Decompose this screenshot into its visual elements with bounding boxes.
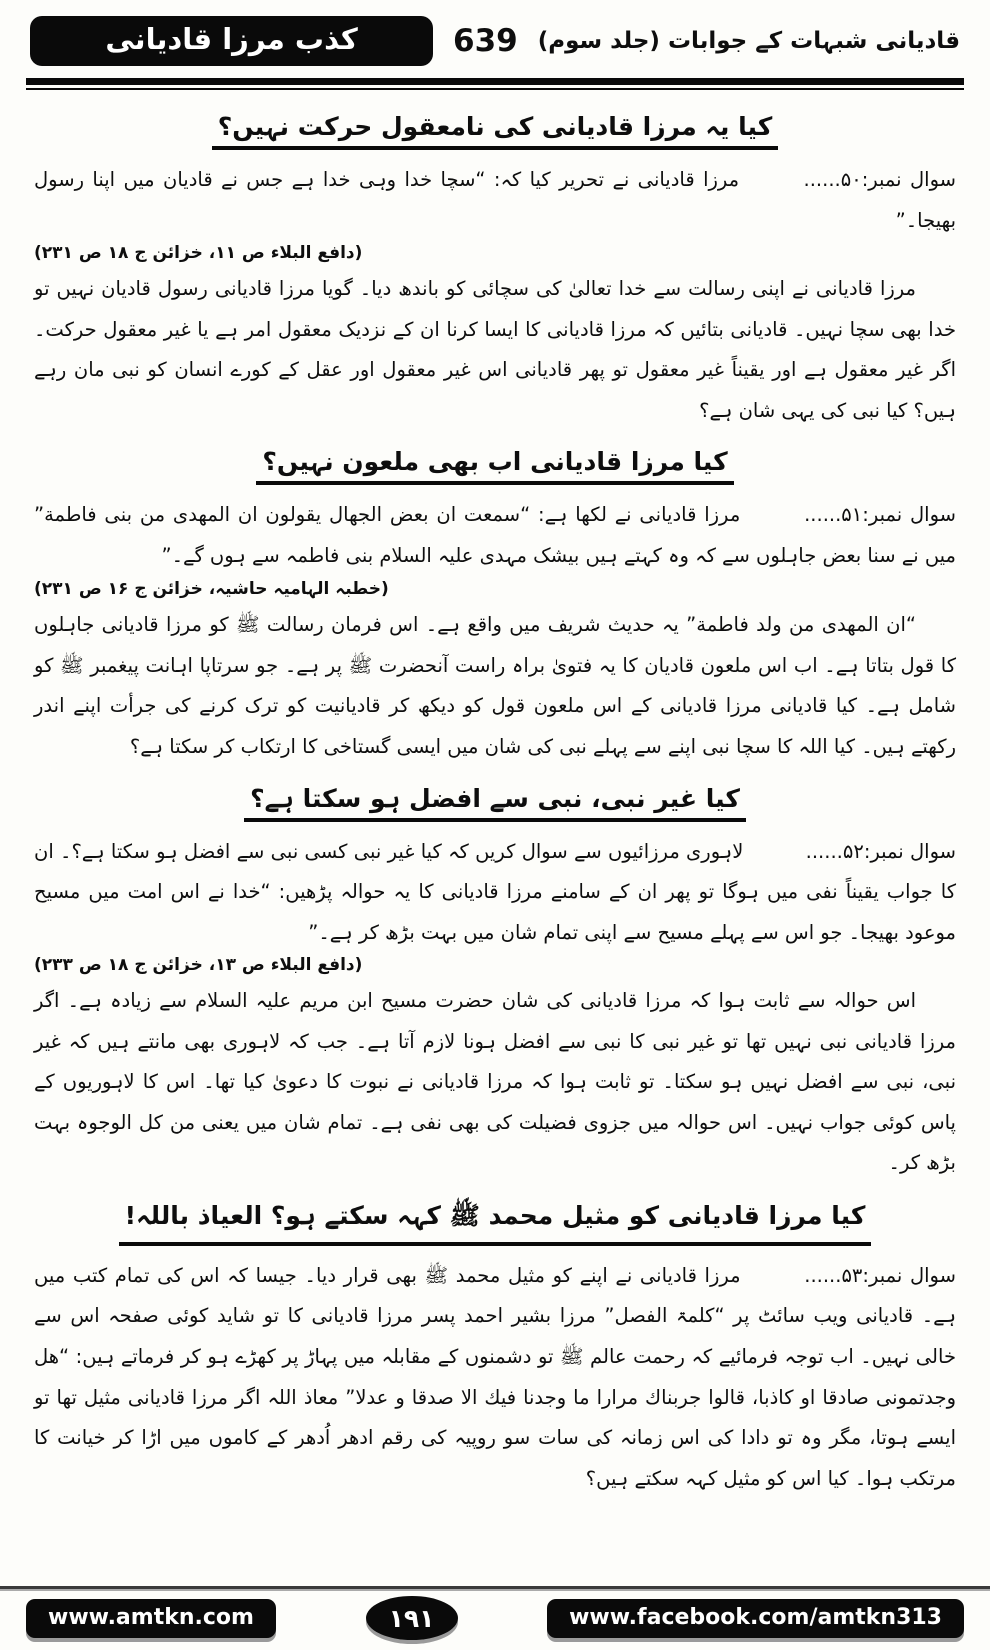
footer-right-url: www.facebook.com/amtkn313 [547,1599,964,1638]
section-heading-text: کیا یہ مرزا قادیانی کی نامعقول حرکت نہیں؟ [212,112,779,150]
question-paragraph [34,495,956,576]
page-header [0,0,990,90]
footer-left-url: www.amtkn.com [26,1599,276,1638]
question-paragraph [34,1256,956,1499]
section-2 [34,447,956,767]
question-paragraph [34,160,956,241]
answer-paragraph: اس حوالہ سے ثابت ہوا کہ مرزا قادیانی کی شان حضرت مسیح ابن مریم علیہ السلام سے زیادہ ہے۔ اگر مرزا قادیانی نبی نہیں تھا تو غیر نبی کا نبی سے افضل ہونا لازم آتا ہے۔ جب کہ لاہوری بھی مانتے ہیں کہ غیر نبی، نبی سے افضل نہیں ہو سکتا۔ تو ثابت ہوا کہ مرزا قادیانی نے نبوت کا دعویٰ کیا تھا۔ اس کا لاہوریوں کے پاس کوئی جواب نہیں۔ اس حوالہ میں جزوی فضیلت کی بھی نفی ہے۔ تمام شان میں یعنی من کل الوجوہ بہت بڑھ کر۔ [34,989,956,1175]
section-heading [34,784,956,822]
question-text: مرزا قادیانی نے اپنے کو مثیل محمد ﷺ بھی قرار دیا۔ جیسا کہ اس کی تمام کتب میں ہے۔ قادیانی ویب سائٹ پر “کلمۃ الفصل” مرزا بشیر احمد پسر مرزا قادیانی کا تو شاید کوئی صفحہ اس سے خالی نہیں۔ اب توجہ فرمائیے کہ رحمت عالم ﷺ تو دشمنوں کے مقابلہ میں پہاڑ پر کھڑے ہو کر فرماتے ہیں: “هل وجدتمونی صادقا او کاذبا، قالوا جربناك مرارا ما وجدنا فيك الا صدقا و عدلا” معاذ اللہ اگر مرزا قادیانی مثیل تھا تو ایسے ہوتا، مگر وہ تو دادا کی اس زمانہ کی سات سو روپیہ کی رقم ادھر اُدھر کے کاموں میں اڑا کر خیانت کا مرتکب ہوا۔ کیا اس کو مثیل کہہ سکتے ہیں؟ [34,1263,956,1490]
question-label: سوال نمبر:۵۳...... [804,1263,956,1287]
question-text: مرزا قادیانی نے لکھا ہے: “سمعت ان بعض الجهال يقولون ان المهدى من بنى فاطمة” میں نے سنا بعض جاہلوں سے کہ وہ کہتے ہیں بیشک مہدی علیہ السلام بنی فاطمہ سے ہوں گے۔” [34,503,956,567]
question-label: سوال نمبر:۵۱...... [804,503,956,527]
page-number: 639 [453,23,518,59]
question-paragraph [34,832,956,954]
footer-page-oval: ۱۹۱ [366,1596,458,1640]
answer-paragraph: “ان المهدى من ولد فاطمة” یہ حدیث شریف میں واقع ہے۔ اس فرمان رسالت ﷺ کو مرزا قادیانی جاہلوں کا قول بتاتا ہے۔ اب اس ملعون قادیان کا یہ فتویٰ براہ راست آنحضرت ﷺ پر ہے۔ جو سرتاپا اہانت پیغمبر ﷺ کو شامل ہے۔ کیا قادیانی مرزا قادیانی کے اس ملعون قول کو دیکھ کر قادیانیت کو ترک کرنے کی جرأت اپنے اندر رکھتے ہیں۔ کیا اللہ کا سچا نبی اپنے سے پہلے نبی کی شان میں ایسی گستاخی کا ارتکاب کر سکتا ہے؟ [34,613,956,759]
section-4 [34,1200,956,1499]
page-footer [0,1586,990,1650]
reference-citation: (دافع البلاء ص ۱۳، خزائن ج ۱۸ ص ۲۳۳) [34,955,363,976]
footer-divider [0,1586,990,1589]
section-heading [34,1200,956,1246]
section-heading-text: کیا مرزا قادیانی اب بھی ملعون نہیں؟ [256,447,733,485]
reference-citation: (خطبہ الہامیہ حاشیہ، خزائن ج ۱۶ ص ۲۳۱) [34,579,389,600]
page-body [0,90,990,1579]
section-heading [34,447,956,485]
book-title-banner: کذب مرزا قادیانی [30,16,433,66]
reference-citation: (دافع البلاء ص ۱۱، خزائن ج ۱۸ ص ۲۳۱) [34,243,363,264]
question-label: سوال نمبر:۵۰...... [803,168,956,191]
section-3 [34,784,956,1184]
question-text: مرزا قادیانی نے تحریر کیا کہ: “سچا خدا وہی خدا ہے جس نے قادیان میں اپنا رسول بھیجا۔” [34,168,956,232]
footer-row [0,1594,990,1650]
header-row [0,0,990,74]
answer-paragraph: مرزا قادیانی نے اپنی رسالت سے خدا تعالیٰ کی سچائی کو باندھ دیا۔ گویا مرزا قادیانی رسول قادیان نہیں تو خدا بھی سچا نہیں۔ قادیانی بتائیں کہ مرزا قادیانی کا ایسا کرنا ان کے نزدیک معقول امر ہے یا غیر معقول حرکت۔ اگر غیر معقول ہے اور یقیناً غیر معقول تو پھر قادیانی اس غیر معقول اور عقل کے کورے انسان کو نبی مان رہے ہیں؟ کیا نبی کی یہی شان ہے؟ [34,277,956,422]
section-heading [34,112,956,150]
question-text: لاہوری مرزائیوں سے سوال کریں کہ کیا غیر نبی کسی نبی سے افضل ہو سکتا ہے؟۔ ان کا جواب یقیناً نفی میں ہوگا تو پھر ان کے سامنے مرزا قادیانی کا یہ حوالہ پڑھیں: “خدا نے اس امت میں مسیح موعود بھیجا۔ جو اس سے پہلے مسیح سے اپنی تمام شان میں بہت بڑھ کر ہے۔” [34,839,956,944]
section-heading-text: کیا غیر نبی، نبی سے افضل ہو سکتا ہے؟ [244,784,746,822]
question-label: سوال نمبر:۵۲...... [805,839,957,863]
header-rule-thick [26,78,964,85]
section-heading-text: کیا مرزا قادیانی کو مثیل محمد ﷺ کہہ سکتے ہو؟ العیاذ باللہ! [119,1200,872,1246]
series-title: قادیانی شبہات کے جوابات (جلد سوم) [537,28,960,54]
section-1 [34,112,956,431]
